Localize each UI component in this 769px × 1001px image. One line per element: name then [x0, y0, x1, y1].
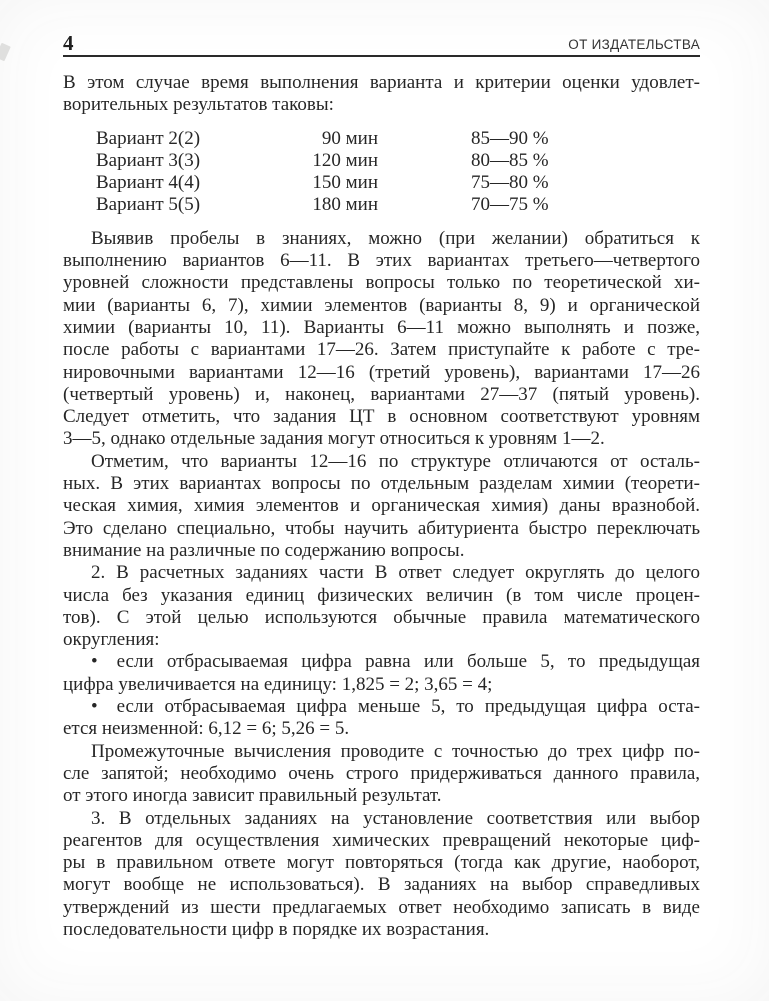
bullet-item	[63, 651, 700, 696]
text-line: ется неизменной: 6,12 = 6; 5,26 = 5.	[63, 718, 350, 740]
percent-cell: 80—85 %	[471, 149, 549, 171]
paragraph	[63, 451, 700, 562]
text-line: внимание на различные по содержанию вопросы.	[63, 539, 465, 561]
percent-cell: 75—80 %	[471, 172, 549, 194]
page-header	[63, 31, 700, 57]
text-line: могут вообще не использоваться). В заданиях на выбор справедливых	[63, 874, 700, 896]
time-cell: 90 мин	[321, 127, 378, 149]
table-row	[63, 150, 700, 172]
paragraph	[63, 741, 700, 808]
text-line: Следует отметить, что задания ЦТ в основном соответствуют уровням	[63, 406, 700, 428]
text-line: реагентов для осуществления химических превращений некоторые циф-	[63, 829, 700, 851]
text-line: ных. В этих вариантах вопросы по отдельным разделам химии (теорети-	[63, 473, 700, 495]
text-line: нировочными вариантами 12—16 (третий уровень), вариантами 17—26	[63, 361, 700, 383]
text-line: 2. В расчетных заданиях части В ответ следует округлять до целого	[91, 562, 700, 584]
text-line: выполнению вариантов 6—11. В этих вариантах третьего—четвертого	[63, 250, 700, 272]
text-line: тов). С этой целью используются обычные правила математического	[63, 606, 700, 628]
text-line: Отметим, что варианты 12—16 по структуре отличаются от осталь-	[91, 450, 700, 472]
table-row	[63, 194, 700, 216]
variant-cell: Вариант 5(5)	[96, 194, 201, 216]
page-body	[63, 72, 700, 941]
bullet-item	[63, 696, 700, 741]
text-line: числа без указания единиц физических величин (в том числе процен-	[63, 584, 700, 606]
text-line: • если отбрасываемая цифра меньше 5, то предыдущая цифра оста-	[91, 696, 700, 718]
variant-cell: Вариант 3(3)	[96, 149, 201, 171]
text-line: • если отбрасываемая цифра равна или больше 5, то предыдущая	[91, 651, 700, 673]
paragraph	[63, 72, 700, 117]
text-line: ворительных результатов таковы:	[63, 94, 334, 116]
percent-cell: 70—75 %	[471, 194, 549, 216]
paragraph	[63, 562, 700, 651]
text-line: цифра увеличивается на единицу: 1,825 = 2; 3,65 = 4;	[63, 673, 493, 695]
text-line: (четвертый уровень) и, наконец, вариантами 27—37 (пятый уровень).	[63, 383, 700, 405]
text-line: В этом случае время выполнения варианта и критерии оценки удовлет-	[63, 72, 700, 93]
text-line: округления:	[63, 629, 160, 651]
text-line: 3. В отдельных заданиях на установление соответствия или выбор	[91, 807, 700, 829]
text-line: сле запятой; необходимо очень строго придерживаться данного правила,	[63, 762, 700, 784]
time-cell: 180 мин	[312, 194, 378, 216]
text-line: 3—5, однако отдельные задания могут относиться к уровням 1—2.	[63, 428, 605, 450]
paragraph	[63, 228, 700, 451]
text-line: от этого иногда зависит правильный результат.	[63, 785, 442, 807]
variants-table	[63, 128, 700, 217]
paragraph	[63, 808, 700, 942]
variant-cell: Вариант 4(4)	[96, 172, 201, 194]
text-line: мии (варианты 6, 7), химии элементов (варианты 8, 9) и органической	[63, 294, 700, 316]
time-cell: 120 мин	[312, 149, 378, 171]
text-line: ры в правильном ответе могут повторяться (тогда как другие, наоборот,	[63, 852, 700, 874]
text-line: Это сделано специально, чтобы научить абитуриента быстро переключать	[63, 517, 700, 539]
text-line: после работы с вариантами 17—26. Затем приступайте к работе с тре-	[63, 339, 700, 361]
text-line: химии (варианты 10, 11). Варианты 6—11 можно выполнять и позже,	[63, 316, 700, 338]
text-line: Промежуточные вычисления проводите с точностью до трех цифр по-	[91, 740, 700, 762]
table-row	[63, 172, 700, 194]
table-row	[63, 128, 700, 150]
text-line: Выявив пробелы в знаниях, можно (при желании) обратиться к	[91, 227, 700, 249]
text-line: утверждений из шести предлагаемых ответ необходимо записать в виде	[63, 896, 700, 918]
running-head-title: ОТ ИЗДАТЕЛЬСТВА	[568, 36, 700, 52]
text-line: последовательности цифр в порядке их возрастания.	[63, 918, 490, 940]
scan-edge-artifact	[0, 43, 11, 62]
page-number: 4	[63, 31, 74, 55]
time-cell: 150 мин	[312, 172, 378, 194]
text-line: ческая химия, химия элементов и органическая химия) даны вразнобой.	[63, 495, 700, 517]
percent-cell: 85—90 %	[471, 127, 549, 149]
text-line: уровней сложности представлены вопросы только по теоретической хи-	[63, 272, 700, 294]
variant-cell: Вариант 2(2)	[96, 127, 201, 149]
